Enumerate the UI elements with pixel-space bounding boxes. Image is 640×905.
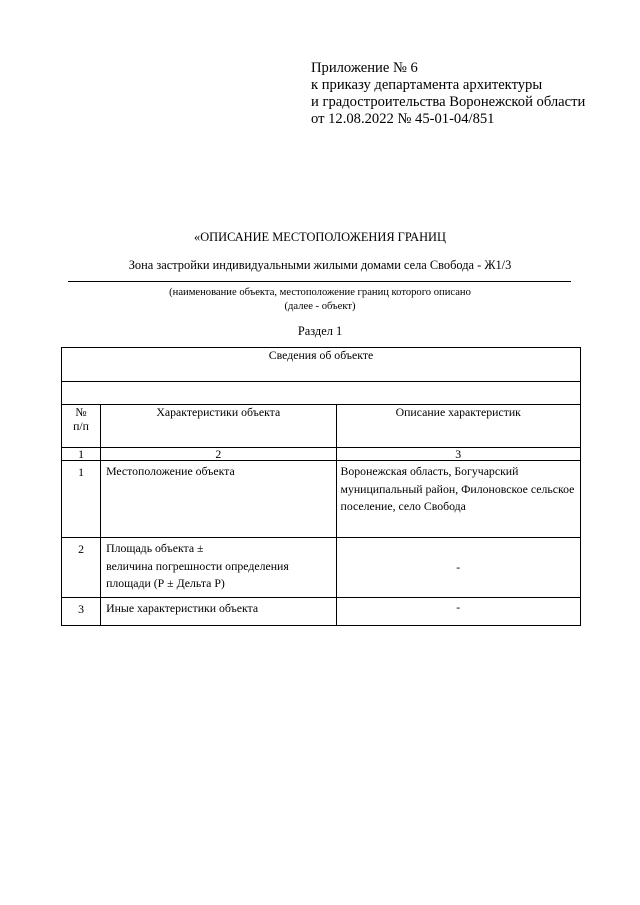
object-info-table xyxy=(61,347,581,626)
row-characteristic: Местоположение объекта xyxy=(101,461,336,538)
row-description: Воронежская область, Богучарский муниципальный район, Филоновское сельское поселение, село Свобода xyxy=(336,461,581,538)
row-number: 2 xyxy=(62,538,101,598)
column-number-1: 1 xyxy=(62,448,101,461)
appendix-line-2: к приказу департамента архитектуры xyxy=(311,77,543,93)
table-heading: Сведения об объекте xyxy=(62,348,581,382)
table-empty-row xyxy=(62,382,581,405)
column-header-row xyxy=(62,405,581,448)
appendix-line-3: и градостроительства Воронежской области xyxy=(311,94,586,110)
table-row xyxy=(62,538,581,598)
row-number: 1 xyxy=(62,461,101,538)
document-title: «ОПИСАНИЕ МЕСТОПОЛОЖЕНИЯ ГРАНИЦ xyxy=(194,230,446,244)
column-number-row xyxy=(62,448,581,461)
empty-cell xyxy=(62,382,581,405)
table-row xyxy=(62,461,581,538)
object-name-caption xyxy=(0,286,640,313)
appendix-header xyxy=(311,60,585,128)
appendix-line-4: от 12.08.2022 № 45-01-04/851 xyxy=(311,111,495,127)
row-description: - xyxy=(336,538,581,598)
object-name: Зона застройки индивидуальными жилыми домами села Свобода - Ж1/3 xyxy=(128,258,512,272)
characteristic-line-1: Площадь объекта ± xyxy=(106,541,204,555)
row-characteristic: Иные характеристики объекта xyxy=(101,598,336,626)
caption-line-2: (далее - объект) xyxy=(284,300,356,312)
section-label: Раздел 1 xyxy=(297,324,343,338)
table-heading-row xyxy=(62,348,581,382)
column-number-2: 2 xyxy=(101,448,336,461)
column-number-3: 3 xyxy=(336,448,581,461)
table-row xyxy=(62,598,581,626)
column-header-description: Описание характеристик xyxy=(336,405,581,448)
row-characteristic xyxy=(101,538,336,598)
column-header-num xyxy=(62,405,101,448)
row-number: 3 xyxy=(62,598,101,626)
num-header-line-1: № xyxy=(75,405,87,419)
num-header-line-2: п/п xyxy=(73,419,89,433)
caption-line-1: (наименование объекта, местоположение границ которого описано xyxy=(169,287,471,298)
characteristic-line-2: величина погрешности определения площади (Р ± Дельта Р) xyxy=(106,558,289,590)
row-description: - xyxy=(336,598,581,626)
object-name-underline xyxy=(68,281,571,282)
column-header-characteristics: Характеристики объекта xyxy=(101,405,336,448)
appendix-line-1: Приложение № 6 xyxy=(311,60,418,76)
